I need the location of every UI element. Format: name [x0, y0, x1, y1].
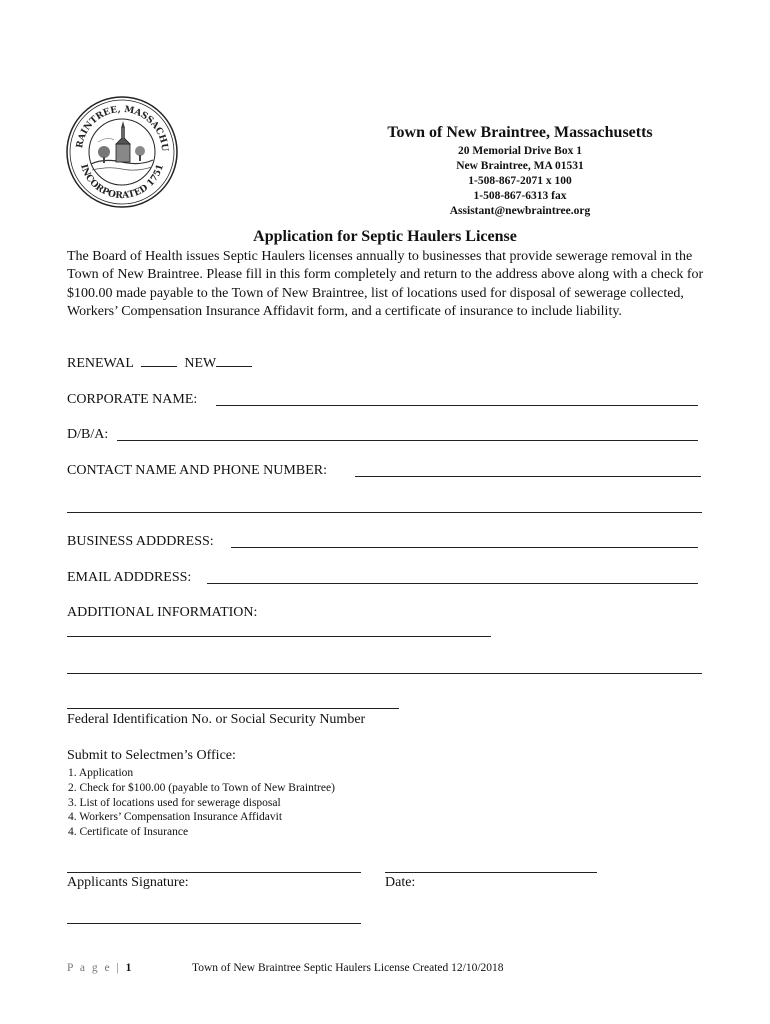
new-blank[interactable]	[216, 366, 252, 367]
page-label: P a g e |	[67, 962, 121, 974]
email-address-input[interactable]	[207, 583, 698, 584]
contact-input-line-2[interactable]	[67, 512, 702, 513]
signature-input[interactable]	[67, 872, 361, 873]
date-input[interactable]	[385, 872, 597, 873]
business-address-input[interactable]	[231, 547, 698, 548]
signature-label: Applicants Signature:	[67, 875, 189, 890]
submit-list	[68, 766, 335, 840]
business-address-label: BUSINESS ADDDRESS:	[67, 534, 214, 549]
submit-item-affidavit: 4. Workers’ Compensation Insurance Affidavit	[68, 811, 283, 824]
footer-note: Town of New Braintree Septic Haulers License Created 12/10/2018	[192, 962, 504, 974]
email-address-label: EMAIL ADDDRESS:	[67, 570, 192, 585]
page-number-value: 1	[125, 962, 132, 974]
seal-text-bottom: INCORPORATED 1751	[78, 163, 166, 202]
town-title: Town of New Braintree, Massachusetts	[387, 124, 653, 141]
submit-item-insurance: 4. Certificate of Insurance	[68, 826, 189, 839]
town-phone: 1-508-867-2071 x 100	[468, 175, 572, 187]
date-label: Date:	[385, 875, 416, 890]
contact-label: CONTACT NAME AND PHONE NUMBER:	[67, 463, 327, 478]
additional-info-label: ADDITIONAL INFORMATION:	[67, 605, 258, 620]
town-email: Assistant@newbraintree.org	[449, 205, 591, 217]
town-address: 20 Memorial Drive Box 1	[458, 145, 582, 157]
second-signature-input[interactable]	[67, 923, 361, 924]
form-intro: The Board of Health issues Septic Haulers licenses annually to businesses that provide sewerage removal in the Town of New Braintree. Please fill in this form completely and return to the address above along with a check for $100.00 made payable to the Town of New Braintree, list of locations used for disposal of sewerage collected, Workers’ Compensation Insurance Affidavit form, and a certificate of insurance to include liability.	[67, 249, 704, 319]
renewal-blank[interactable]	[141, 366, 177, 367]
submit-item-application: 1. Application	[68, 767, 134, 779]
renewal-label: RENEWAL	[67, 356, 134, 371]
additional-info-input[interactable]	[67, 636, 491, 637]
town-city: New Braintree, MA 01531	[456, 160, 584, 172]
town-seal	[64, 94, 180, 210]
renewal-new-row	[67, 356, 252, 372]
seal-church-icon	[91, 121, 153, 180]
submit-item-check: 2. Check for $100.00 (payable to Town of New Braintree)	[68, 781, 335, 794]
page-number	[67, 962, 131, 974]
submit-heading: Submit to Selectmen’s Office:	[67, 748, 236, 763]
submit-item-locations: 3. List of locations used for sewerage disposal	[68, 796, 281, 809]
dba-label: D/B/A:	[67, 427, 109, 442]
additional-info-input-line-2[interactable]	[67, 673, 702, 674]
fein-input[interactable]	[67, 708, 399, 709]
new-label: NEW	[184, 356, 217, 371]
seal-text-top: RAINTREE, MASSACHU	[75, 104, 170, 152]
seal-graphic	[64, 94, 180, 210]
corporate-name-label: CORPORATE NAME:	[67, 392, 198, 407]
fein-label: Federal Identification No. or Social Security Number	[67, 712, 366, 727]
dba-input[interactable]	[117, 440, 698, 441]
town-fax: 1-508-867-6313 fax	[473, 190, 567, 202]
corporate-name-input[interactable]	[216, 405, 698, 406]
form-title: Application for Septic Haulers License	[253, 228, 517, 245]
contact-input[interactable]	[355, 476, 701, 477]
